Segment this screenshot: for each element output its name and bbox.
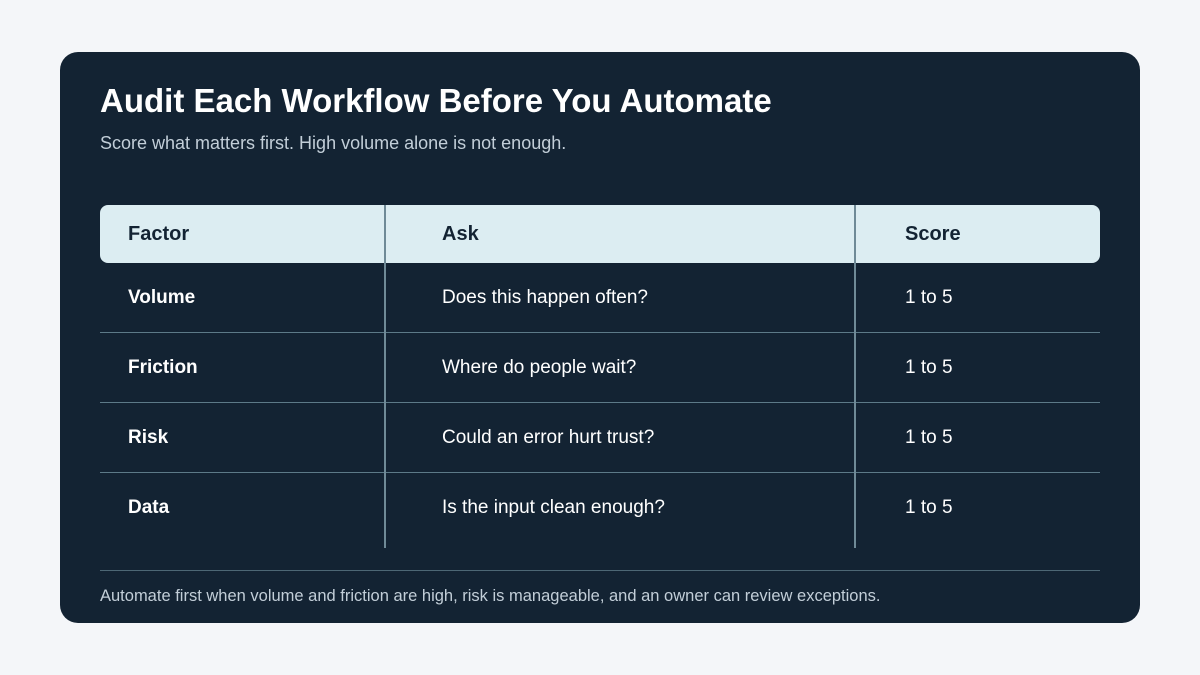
audit-table	[100, 205, 1100, 543]
score-cell: 1 to 5	[905, 287, 953, 308]
column-divider	[384, 205, 386, 548]
audit-card	[60, 52, 1140, 623]
footer-note: Automate first when volume and friction are high, risk is manageable, and an owner can review exceptions.	[100, 587, 881, 605]
factor-cell: Risk	[128, 427, 169, 448]
ask-cell: Is the input clean enough?	[442, 497, 665, 518]
page-subtitle: Score what matters first. High volume alone is not enough.	[100, 133, 567, 153]
table-row	[100, 333, 1100, 403]
factor-cell: Data	[128, 497, 170, 518]
column-header-score: Score	[905, 223, 961, 245]
table-row	[100, 403, 1100, 473]
column-divider	[854, 205, 856, 548]
table-row	[100, 263, 1100, 333]
table-header	[100, 205, 1100, 263]
score-cell: 1 to 5	[905, 497, 953, 518]
factor-cell: Volume	[128, 287, 196, 308]
column-header-factor: Factor	[128, 223, 190, 245]
footer-divider	[100, 570, 1100, 571]
factor-cell: Friction	[128, 357, 198, 378]
score-cell: 1 to 5	[905, 427, 953, 448]
ask-cell: Where do people wait?	[442, 357, 637, 378]
column-header-ask: Ask	[442, 223, 479, 245]
table-row	[100, 473, 1100, 543]
page-title: Audit Each Workflow Before You Automate	[100, 82, 772, 119]
ask-cell: Could an error hurt trust?	[442, 427, 655, 448]
score-cell: 1 to 5	[905, 357, 953, 378]
table-body	[100, 263, 1100, 543]
ask-cell: Does this happen often?	[442, 287, 648, 308]
